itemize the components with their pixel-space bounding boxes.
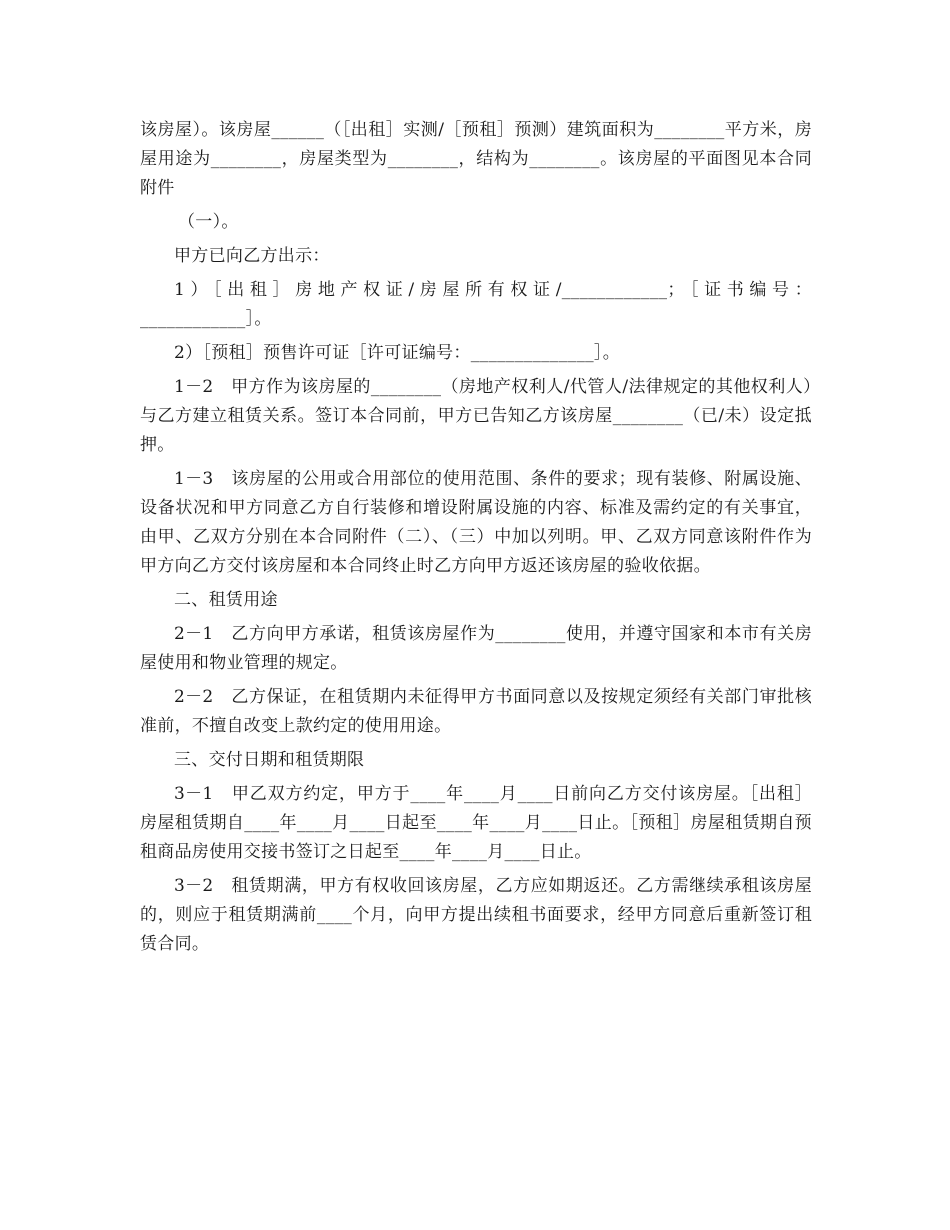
- clause-2-1: 2－1 乙方向甲方承诺，租赁该房屋作为________使用，并遵守国家和本市有关房屋使用和物业管理的规定。: [140, 624, 812, 673]
- paragraph-attachment-one: （一）。: [178, 212, 239, 232]
- section-heading-delivery-term: 三、交付日期和租赁期限: [174, 750, 365, 770]
- paragraph-premises-area: 该房屋）。该房屋______（［出租］实测/［预租］预测）建筑面积为________平方米，房屋用途为________，房屋类型为________，结构为________。该房屋的平面图见本合同附件: [140, 120, 812, 198]
- section-heading-lease-purpose: 二、租赁用途: [174, 590, 278, 610]
- paragraph-property-certificate: 1）［出租］房地产权证/房屋所有权证/____________；［证书编号：____________］。: [140, 280, 812, 329]
- paragraph-presale-permit: 2）［预租］预售许可证［许可证编号：______________］。: [174, 343, 621, 363]
- clause-3-2: 3－2 租赁期满，甲方有权收回该房屋，乙方应如期返还。乙方需继续承租该房屋的，则应于租赁期满前____个月，向甲方提出续租书面要求，经甲方同意后重新签订租赁合同。: [140, 876, 812, 954]
- clause-1-2: 1－2 甲方作为该房屋的________（房地产权利人/代管人/法律规定的其他权利人）与乙方建立租赁关系。签订本合同前，甲方已告知乙方该房屋________（已/未）设定抵押。: [140, 377, 812, 455]
- clause-1-3: 1－3 该房屋的公用或合用部位的使用范围、条件的要求；现有装修、附属设施、设备状况和甲方同意乙方自行装修和增设附属设施的内容、标准及需约定的有关事宜，由甲、乙双方分别在本合同附件（二）、（三）中加以列明。甲、乙双方同意该附件作为甲方向乙方交付该房屋和本合同终止时乙方向甲方返还该房屋的验收依据。: [140, 469, 812, 576]
- clause-2-2: 2－2 乙方保证，在租赁期内未征得甲方书面同意以及按规定须经有关部门审批核准前，不擅自改变上款约定的使用用途。: [140, 687, 812, 736]
- document-body: [140, 116, 812, 964]
- paragraph-shown-documents: 甲方已向乙方出示：: [174, 246, 330, 266]
- clause-3-1: 3－1 甲乙双方约定，甲方于____年____月____日前向乙方交付该房屋。［出租］房屋租赁期自____年____月____日起至____年____月____日止。［预租］房屋租赁期自预租商品房使用交接书签订之日起至____年____月____日止。: [140, 784, 812, 862]
